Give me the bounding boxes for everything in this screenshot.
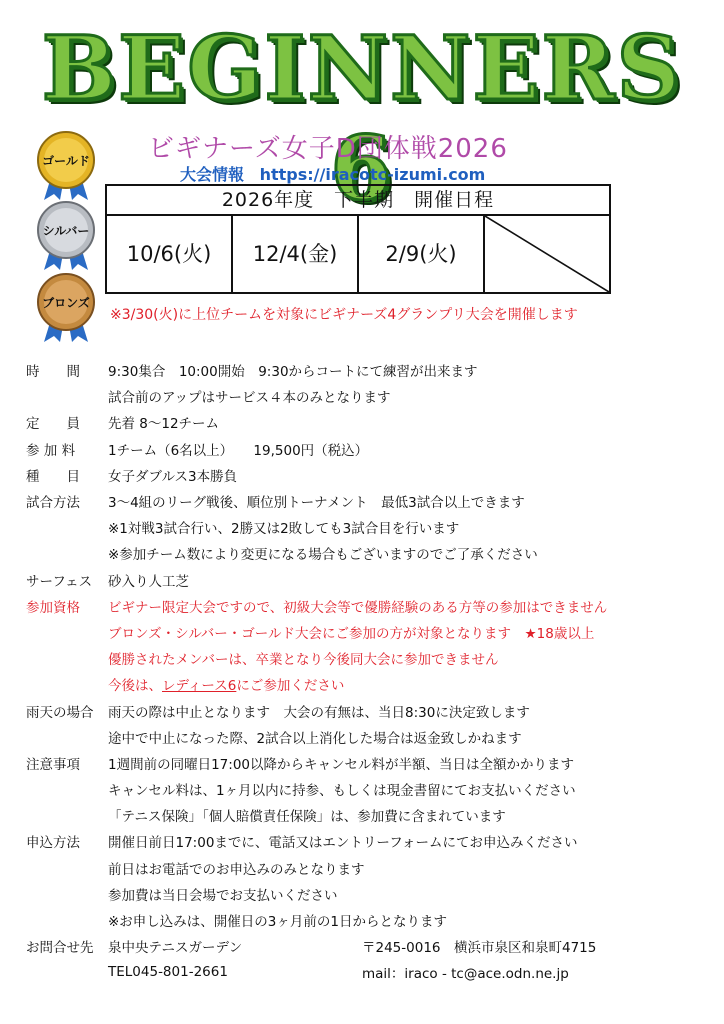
list-item <box>0 383 724 409</box>
row-text: 前日はお電話でのお申込みのみとなります <box>108 861 365 878</box>
list-item <box>0 462 724 488</box>
row-text: 3～4組のリーグ戦後、順位別トーナメント 最低3試合以上できます <box>108 495 525 512</box>
info-label: 大会情報 <box>180 165 245 184</box>
contact-mail[interactable]: mail：iraco - tc@ace.odn.ne.jp <box>362 966 569 983</box>
ladies-6-link[interactable]: レディース6 <box>162 678 237 695</box>
row-label: 注意事項 <box>26 756 80 773</box>
schedule-date-1: 10/6(火) <box>107 216 233 292</box>
list-item <box>0 540 724 566</box>
row-label: 申込方法 <box>26 835 80 852</box>
list-item <box>0 828 724 854</box>
list-item <box>0 357 724 383</box>
list-item <box>0 593 724 619</box>
row-text: 9:30集合 10:00開始 9:30からコートにて練習が出来ます <box>108 364 478 381</box>
details-list <box>0 357 724 986</box>
svg-text:ブロンズ: ブロンズ <box>42 296 90 310</box>
row-text <box>108 674 724 694</box>
row-text: キャンセル料は、1ヶ月以内に持参、もしくは現金書留にてお支払いください <box>108 783 576 800</box>
list-item <box>0 488 724 514</box>
list-item <box>0 881 724 907</box>
row-text: 参加費は当日会場でお支払いください <box>108 887 338 904</box>
row-text: 1週間前の同曜日17:00以降からキャンセル料が半額、当日は全額かかります <box>108 756 574 773</box>
list-item <box>0 671 724 697</box>
contact-row <box>0 933 724 959</box>
contact-address: 〒245-0016 横浜市泉区和泉町4715 <box>362 940 597 957</box>
list-item <box>0 907 724 933</box>
list-item <box>0 619 724 645</box>
row-text: 「テニス保険」「個人賠償責任保険」は、参加費に含まれています <box>108 809 506 826</box>
list-item <box>0 645 724 671</box>
list-item <box>0 514 724 540</box>
list-item <box>0 436 724 462</box>
list-item <box>0 724 724 750</box>
info-url-link[interactable]: https://iracotc-izumi.com <box>259 165 486 184</box>
contact-venue: 泉中央テニスガーデン <box>108 940 243 957</box>
row-text-pre: 今後は、 <box>108 678 162 695</box>
row-label: サーフェス <box>26 573 93 590</box>
list-item <box>0 567 724 593</box>
list-item <box>0 750 724 776</box>
schedule-empty-cell <box>485 216 609 292</box>
schedule-header: 2026年度 下半期 開催日程 <box>107 186 609 216</box>
svg-text:シルバー: シルバー <box>42 224 90 238</box>
gold-medal-icon <box>30 130 102 202</box>
list-item <box>0 776 724 802</box>
row-text: ※参加チーム数により変更になる場合もございますのでご了承ください <box>108 547 538 564</box>
schedule-table <box>105 184 611 294</box>
row-text: 先着 8～12チーム <box>108 416 220 433</box>
bronze-medal-icon <box>30 272 102 344</box>
list-item <box>0 697 724 723</box>
list-item <box>0 855 724 881</box>
row-text: 優勝されたメンバーは、卒業となり今後同大会に参加できません <box>108 652 499 669</box>
schedule-date-3: 2/9(火) <box>359 216 485 292</box>
row-text: ※1対戦3試合行い、2勝又は2敗しても3試合目を行います <box>108 521 460 538</box>
row-text: ※お申し込みは、開催日の3ヶ月前の1日からとなります <box>108 914 447 931</box>
row-label: 試合方法 <box>26 495 80 512</box>
contact-label: お問合せ先 <box>26 940 94 957</box>
event-subtitle: ビギナーズ女子D団体戦2026 <box>148 134 508 164</box>
row-label: 参 加 料 <box>26 442 76 459</box>
row-label: 雨天の場合 <box>26 704 94 721</box>
svg-text:ゴールド: ゴールド <box>42 154 90 168</box>
contact-tel[interactable]: TEL045-801-2661 <box>108 964 228 981</box>
grand-prix-notice: ※3/30(火)に上位チームを対象にビギナーズ4グランプリ大会を開催します <box>110 307 578 323</box>
row-label: 定 員 <box>26 416 80 433</box>
row-text: ビギナー限定大会ですので、初級大会等で優勝経験のある方等の参加はできません <box>108 599 608 616</box>
schedule-date-2: 12/4(金) <box>233 216 359 292</box>
row-text: 雨天の際は中止となります 大会の有無は、当日8:30に決定致します <box>108 704 530 721</box>
row-text: 砂入り人工芝 <box>108 573 189 590</box>
row-text-post: にご参加ください <box>236 678 345 695</box>
row-text: 途中で中止になった際、2試合以上消化した場合は返金致しかねます <box>108 730 522 747</box>
list-item <box>0 802 724 828</box>
row-text: 開催日前日17:00までに、電話又はエントリーフォームにてお申込みください <box>108 835 578 852</box>
row-text: 1チーム（6名以上） 19,500円（税込） <box>108 442 369 459</box>
row-label: 時 間 <box>26 364 80 381</box>
row-text: 試合前のアップはサービス４本のみとなります <box>108 390 391 407</box>
row-label: 種 目 <box>26 468 80 485</box>
contact-row <box>0 959 724 985</box>
row-label: 参加資格 <box>26 599 80 616</box>
row-text: 女子ダブルス3本勝負 <box>108 468 238 485</box>
row-text: ブロンズ・シルバー・ゴールド大会にご参加の方が対象となります ★18歳以上 <box>108 625 595 642</box>
silver-medal-icon <box>30 200 102 272</box>
list-item <box>0 409 724 435</box>
info-line <box>180 162 485 185</box>
event-logo: BEGINNERS 6 <box>41 16 683 220</box>
